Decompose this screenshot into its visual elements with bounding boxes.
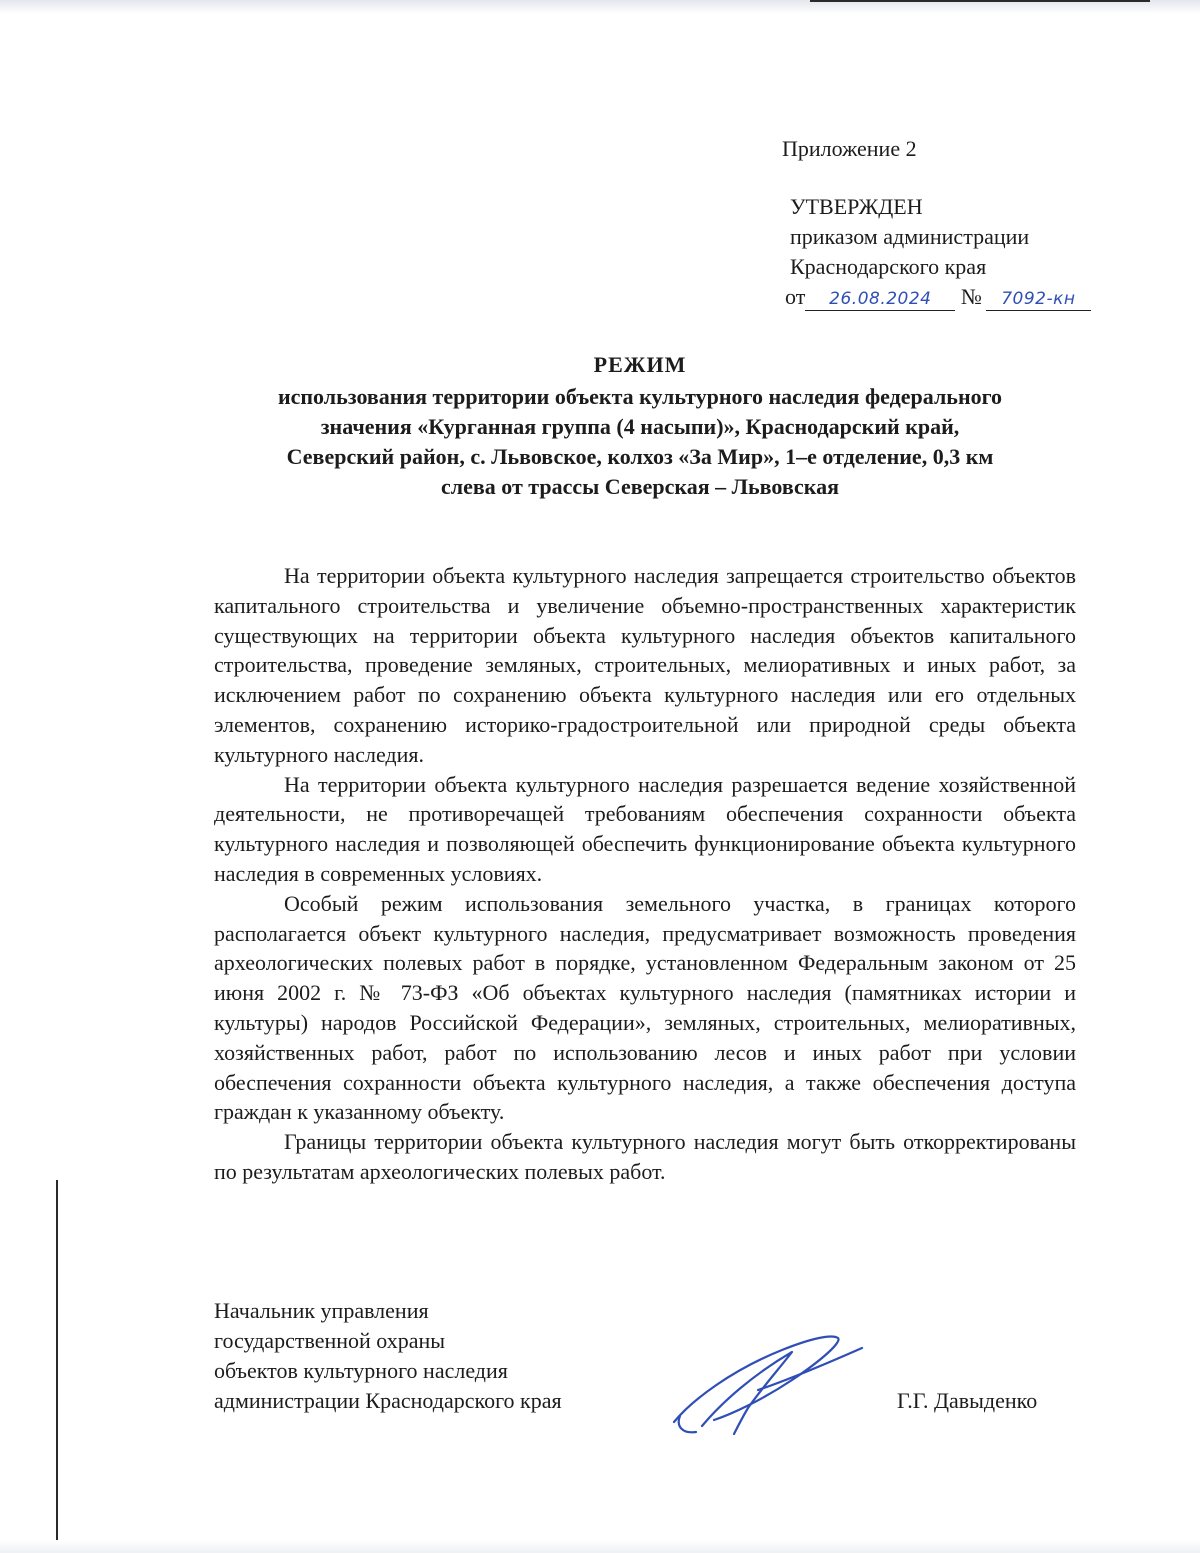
title-line-4: слева от трассы Северская – Львовская [441,474,839,499]
approval-block [782,134,1091,312]
title-heading: РЕЖИМ [593,352,687,377]
document-body [214,561,1076,1187]
paragraph-permitted-activity: На территории объекта культурного наследия разрешается ведение хозяйственной деятельности, не противоречащей требованиям обеспечения сохранности объекта культурного наследия и позволяющей обеспечить функционирование объекта культурного наследия в современных условиях. [214,771,1076,886]
scan-top-rule [810,0,1150,2]
order-date-line [785,282,1091,312]
order-line-1: приказом администрации [790,224,1030,249]
handwritten-signature [662,1330,882,1440]
handwritten-number: 7092-кн [1001,289,1076,309]
position-line-3: объектов культурного наследия [214,1358,508,1383]
handwritten-date: 26.08.2024 [829,289,932,309]
approved-label: УТВЕРЖДЕН [790,194,923,219]
appendix-label: Приложение 2 [782,136,917,161]
title-line-2: значения «Курганная группа (4 насыпи)», Краснодарский край, [320,414,960,439]
paragraph-prohibitions: На территории объекта культурного наследия запрещается строительство объектов капитального строительства и увеличение объемно-пространственных характеристик существующих на территории объекта культурного наследия объектов капитального строительства, проведение земляных, строительных, мелиоративных и иных работ, за исключением работ по сохранению объекта культурного наследия или его отдельных элементов, сохранению историко-градостроительной или природной среды объекта культурного наследия. [214,563,1076,767]
position-line-4: администрации Краснодарского края [214,1388,562,1413]
scan-bottom-edge [0,1540,1200,1553]
paragraph-special-regime: Особый режим использования земельного участка, в границах которого располагается объект культурного наследия, предусматривает возможность проведения археологических полевых работ в порядке, установленном Федеральным законом от 25 июня 2002 г. № 73-ФЗ «Об объектах культурного наследия (памятниках истории и культуры) народов Российской Федерации», земляных, строительных, мелиоративных, хозяйственных работ, работ по использованию лесов и иных работ при условии обеспечения сохранности объекта культурного наследия, а также обеспечения доступа граждан к указанному объекту. [214,890,1076,1125]
document-title [200,350,1080,502]
date-prefix: от [785,284,806,309]
scan-left-edge [56,1180,58,1553]
paragraph-boundaries: Границы территории объекта культурного наследия могут быть откорректированы по результатам археологических полевых работ. [214,1129,1076,1184]
number-field [986,286,1091,311]
title-line-1: использования территории объекта культурного наследия федерального [277,384,1003,409]
signer-position [214,1296,562,1416]
position-line-2: государственной охраны [214,1328,446,1353]
signer-name: Г.Г. Давыденко [897,1388,1038,1413]
position-line-1: Начальник управления [214,1298,429,1323]
signature-strokes [674,1337,862,1435]
order-line-2: Краснодарского края [790,254,987,279]
title-line-3: Северский район, с. Львовское, колхоз «За Мир», 1–е отделение, 0,3 км [286,444,994,469]
number-sign: № [960,284,982,309]
scan-top-edge [0,0,1200,14]
date-field [805,286,955,311]
